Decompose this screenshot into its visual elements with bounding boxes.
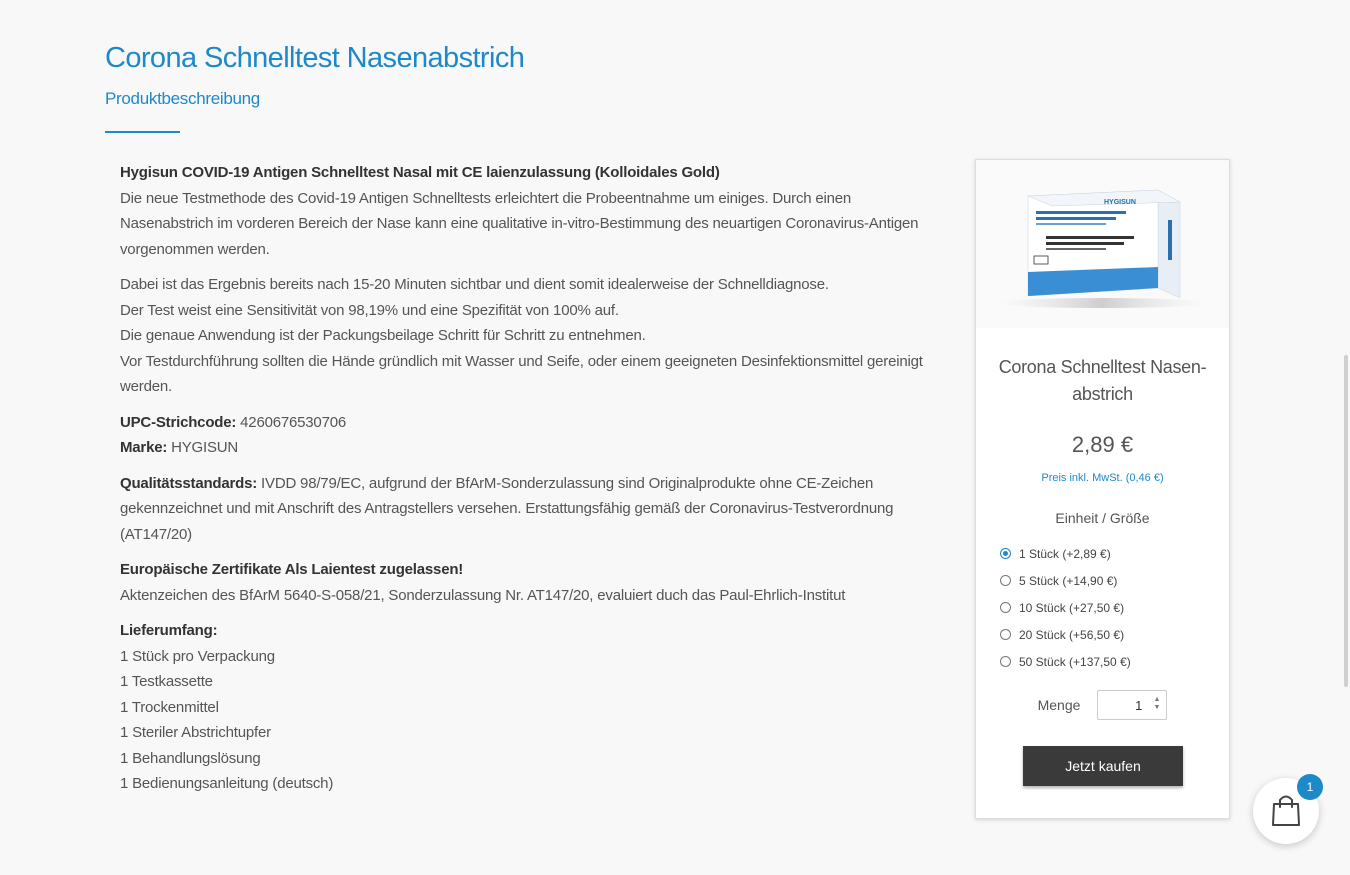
radio-unchecked[interactable] — [1000, 656, 1011, 667]
box-brand-text: HYGISUN — [1104, 199, 1136, 206]
certificate-heading: Europäische Zertifikate Als Laientest zugelassen! — [120, 561, 464, 578]
scrollbar[interactable] — [1344, 355, 1348, 687]
codes-paragraph — [120, 410, 945, 461]
spinner-arrows-icon[interactable]: ▲ ▼ — [1153, 696, 1161, 711]
radio-unchecked[interactable] — [1000, 629, 1011, 640]
product-box-illustration — [976, 160, 1229, 328]
cart-count-badge: 1 — [1297, 774, 1323, 800]
buy-now-button[interactable]: Jetzt kaufen — [1023, 746, 1183, 786]
product-description — [120, 160, 945, 807]
radio-unchecked[interactable] — [1000, 602, 1011, 613]
delivery-item: 1 Stück pro Verpackung — [120, 647, 275, 665]
product-card — [975, 159, 1230, 819]
brand-value: HYGISUN — [171, 439, 239, 456]
variant-option-label: 10 Stück (+27,50 €) — [1019, 600, 1125, 615]
radio-checked[interactable] — [1000, 548, 1011, 559]
product-name[interactable]: Corona Schnelltest Nasen-abstrich — [998, 357, 1207, 404]
variant-option-10[interactable] — [1000, 594, 1131, 621]
upc-label: UPC-Strichcode: — [120, 413, 237, 431]
product-image[interactable] — [976, 160, 1229, 328]
variant-option-label: 20 Stück (+56,50 €) — [1019, 627, 1125, 642]
delivery-paragraph — [120, 618, 945, 797]
delivery-heading: Lieferumfang: — [120, 622, 218, 639]
delivery-item: 1 Trockenmittel — [120, 698, 219, 716]
variant-options — [1000, 540, 1131, 675]
variant-option-label: 50 Stück (+137,50 €) — [1019, 654, 1131, 669]
variant-option-1[interactable] — [1000, 540, 1131, 567]
sensitivity-text: Der Test weist eine Sensitivität von 98,19% und eine Spezifität von 100% auf. — [120, 301, 619, 319]
details-paragraph — [120, 272, 945, 400]
quality-label: Qualitätsstandards: — [120, 474, 258, 492]
usage-text: Die genaue Anwendung ist der Packungsbeilage Schritt für Schritt zu entnehmen. — [120, 327, 646, 344]
hygiene-text: Vor Testdurchführung sollten die Hände gründlich mit Wasser und Seife, oder einem geeigneten Desinfektionsmittel gereinigt werden. — [120, 352, 923, 395]
variant-option-5[interactable] — [1000, 567, 1131, 594]
variant-option-50[interactable] — [1000, 648, 1131, 675]
intro-text: Die neue Testmethode des Covid-19 Antigen Schnelltests erleichtert die Probeentnahme um einiges. Durch einen Nasenabstrich im vorderen Bereich der Nase kann eine qualitative in-vitro-Bestimmung des neuartigen Coronavirus-Antigen vorgenommen werden. — [120, 189, 919, 258]
quality-paragraph — [120, 471, 945, 548]
page-subtitle: Produktbeschreibung — [105, 89, 260, 108]
title-divider — [105, 131, 180, 133]
radio-unchecked[interactable] — [1000, 575, 1011, 586]
variant-option-20[interactable] — [1000, 621, 1131, 648]
page-title: Corona Schnelltest Nasenabstrich — [105, 42, 525, 74]
delivery-item: 1 Bedienungsanleitung (deutsch) — [120, 775, 334, 792]
certificate-paragraph — [120, 557, 945, 608]
variant-label: Einheit / Größe — [1055, 510, 1150, 526]
quantity-row — [976, 690, 1229, 720]
description-heading: Hygisun COVID-19 Antigen Schnelltest Nasal mit CE laienzulassung (Kolloidales Gold) — [120, 164, 720, 181]
intro-paragraph — [120, 160, 945, 262]
variant-option-label: 5 Stück (+14,90 €) — [1019, 573, 1118, 588]
quantity-input[interactable] — [1097, 690, 1167, 720]
delivery-item: 1 Steriler Abstrichtupfer — [120, 724, 271, 741]
quantity-value: 1 — [1135, 698, 1143, 713]
brand-label: Marke: — [120, 439, 168, 456]
upc-value: 4260676530706 — [240, 413, 347, 431]
quality-value: IVDD 98/79/EC, aufgrund der BfArM-Sonderzulassung sind Originalprodukte ohne CE-Zeichen gekennzeichnet und mit Anschrift des Antragstellers versehen. Erstattungsfähig gemäß der Coronavirus-Testverordnung (AT147/20) — [120, 474, 894, 543]
delivery-item: 1 Behandlungslösung — [120, 749, 261, 767]
variant-option-label: 1 Stück (+2,89 €) — [1019, 546, 1111, 561]
price-note: Preis inkl. MwSt. (0,46 €) — [1041, 472, 1164, 484]
product-price: 2,89 € — [1071, 432, 1134, 457]
quantity-label: Menge — [1037, 697, 1081, 713]
delivery-item: 1 Testkassette — [120, 673, 213, 690]
certificate-text: Aktenzeichen des BfArM 5640-S-058/21, Sonderzulassung Nr. AT147/20, evaluiert duch das Paul-Ehrlich-Institut — [120, 586, 846, 604]
result-time-text: Dabei ist das Ergebnis bereits nach 15-20 Minuten sichtbar und dient somit idealerweise der Schnelldiagnose. — [120, 276, 829, 293]
